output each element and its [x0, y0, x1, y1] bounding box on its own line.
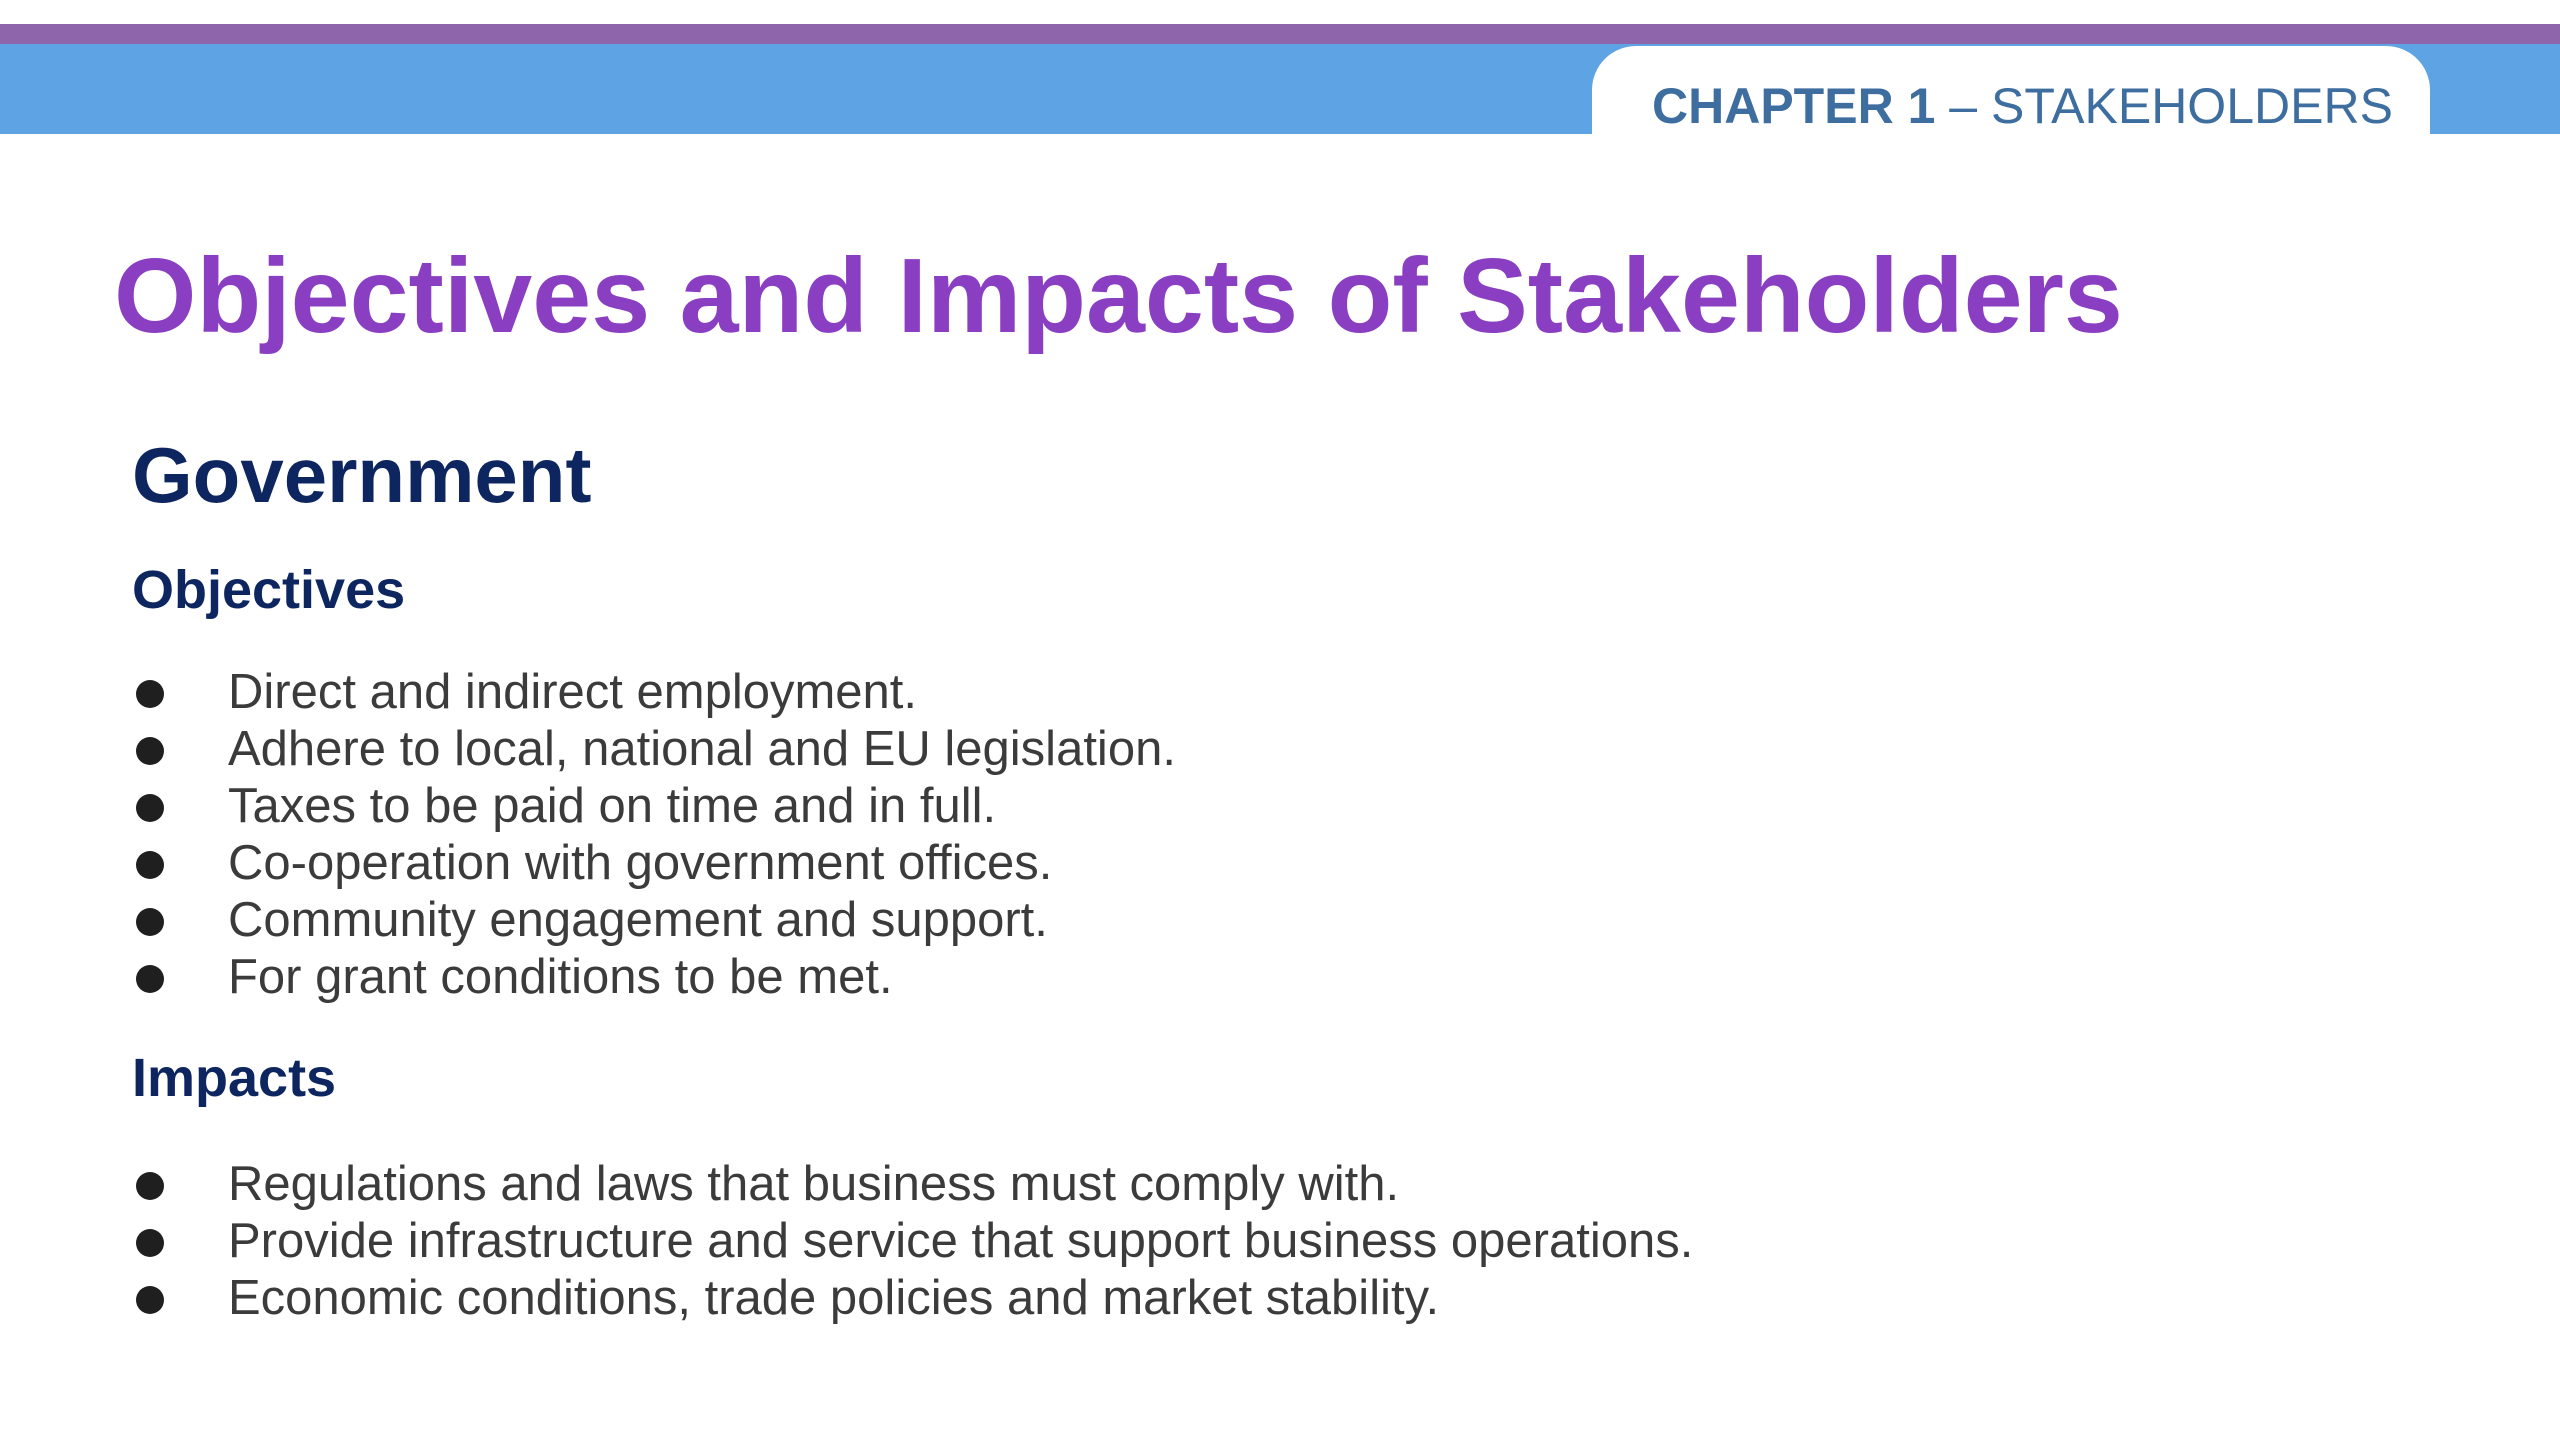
- list-item-text: Adhere to local, national and EU legislation.: [228, 722, 1176, 776]
- list-item-text: Direct and indirect employment.: [228, 665, 918, 719]
- bullet-icon: [136, 1229, 164, 1257]
- list-item: [132, 778, 1176, 835]
- list-item: [132, 721, 1176, 778]
- bullet-icon: [136, 1172, 164, 1200]
- list-item-text: Regulations and laws that business must comply with.: [228, 1157, 1400, 1211]
- list-item-text: For grant conditions to be met.: [228, 950, 893, 1004]
- objectives-list: [132, 664, 1176, 1006]
- chapter-title: – STAKEHOLDERS: [1935, 78, 2393, 134]
- bullet-icon: [136, 908, 164, 936]
- list-item: [132, 892, 1176, 949]
- list-item: [132, 835, 1176, 892]
- bullet-icon: [136, 1286, 164, 1314]
- page-title: Objectives and Impacts of Stakeholders: [114, 237, 2123, 355]
- impacts-list: [132, 1156, 1693, 1327]
- bullet-icon: [136, 794, 164, 822]
- list-item-text: Co-operation with government offices.: [228, 836, 1053, 890]
- list-item-text: Economic conditions, trade policies and market stability.: [228, 1271, 1440, 1325]
- list-item-text: Community engagement and support.: [228, 893, 1048, 947]
- impacts-heading: Impacts: [132, 1048, 337, 1108]
- list-item: [132, 949, 1176, 1006]
- chapter-number: CHAPTER 1: [1652, 78, 1936, 134]
- bullet-icon: [136, 851, 164, 879]
- bullet-icon: [136, 680, 164, 708]
- objectives-heading: Objectives: [132, 560, 406, 620]
- list-item: [132, 1156, 1693, 1213]
- list-item: [132, 1270, 1693, 1327]
- list-item: [132, 1213, 1693, 1270]
- section-title-government: Government: [132, 431, 592, 519]
- bullet-icon: [136, 737, 164, 765]
- chapter-label: [1652, 76, 2393, 136]
- bullet-icon: [136, 965, 164, 993]
- header-accent-stripe: [0, 24, 2560, 44]
- list-item-text: Provide infrastructure and service that support business operations.: [228, 1214, 1694, 1268]
- list-item-text: Taxes to be paid on time and in full.: [228, 779, 997, 833]
- list-item: [132, 664, 1176, 721]
